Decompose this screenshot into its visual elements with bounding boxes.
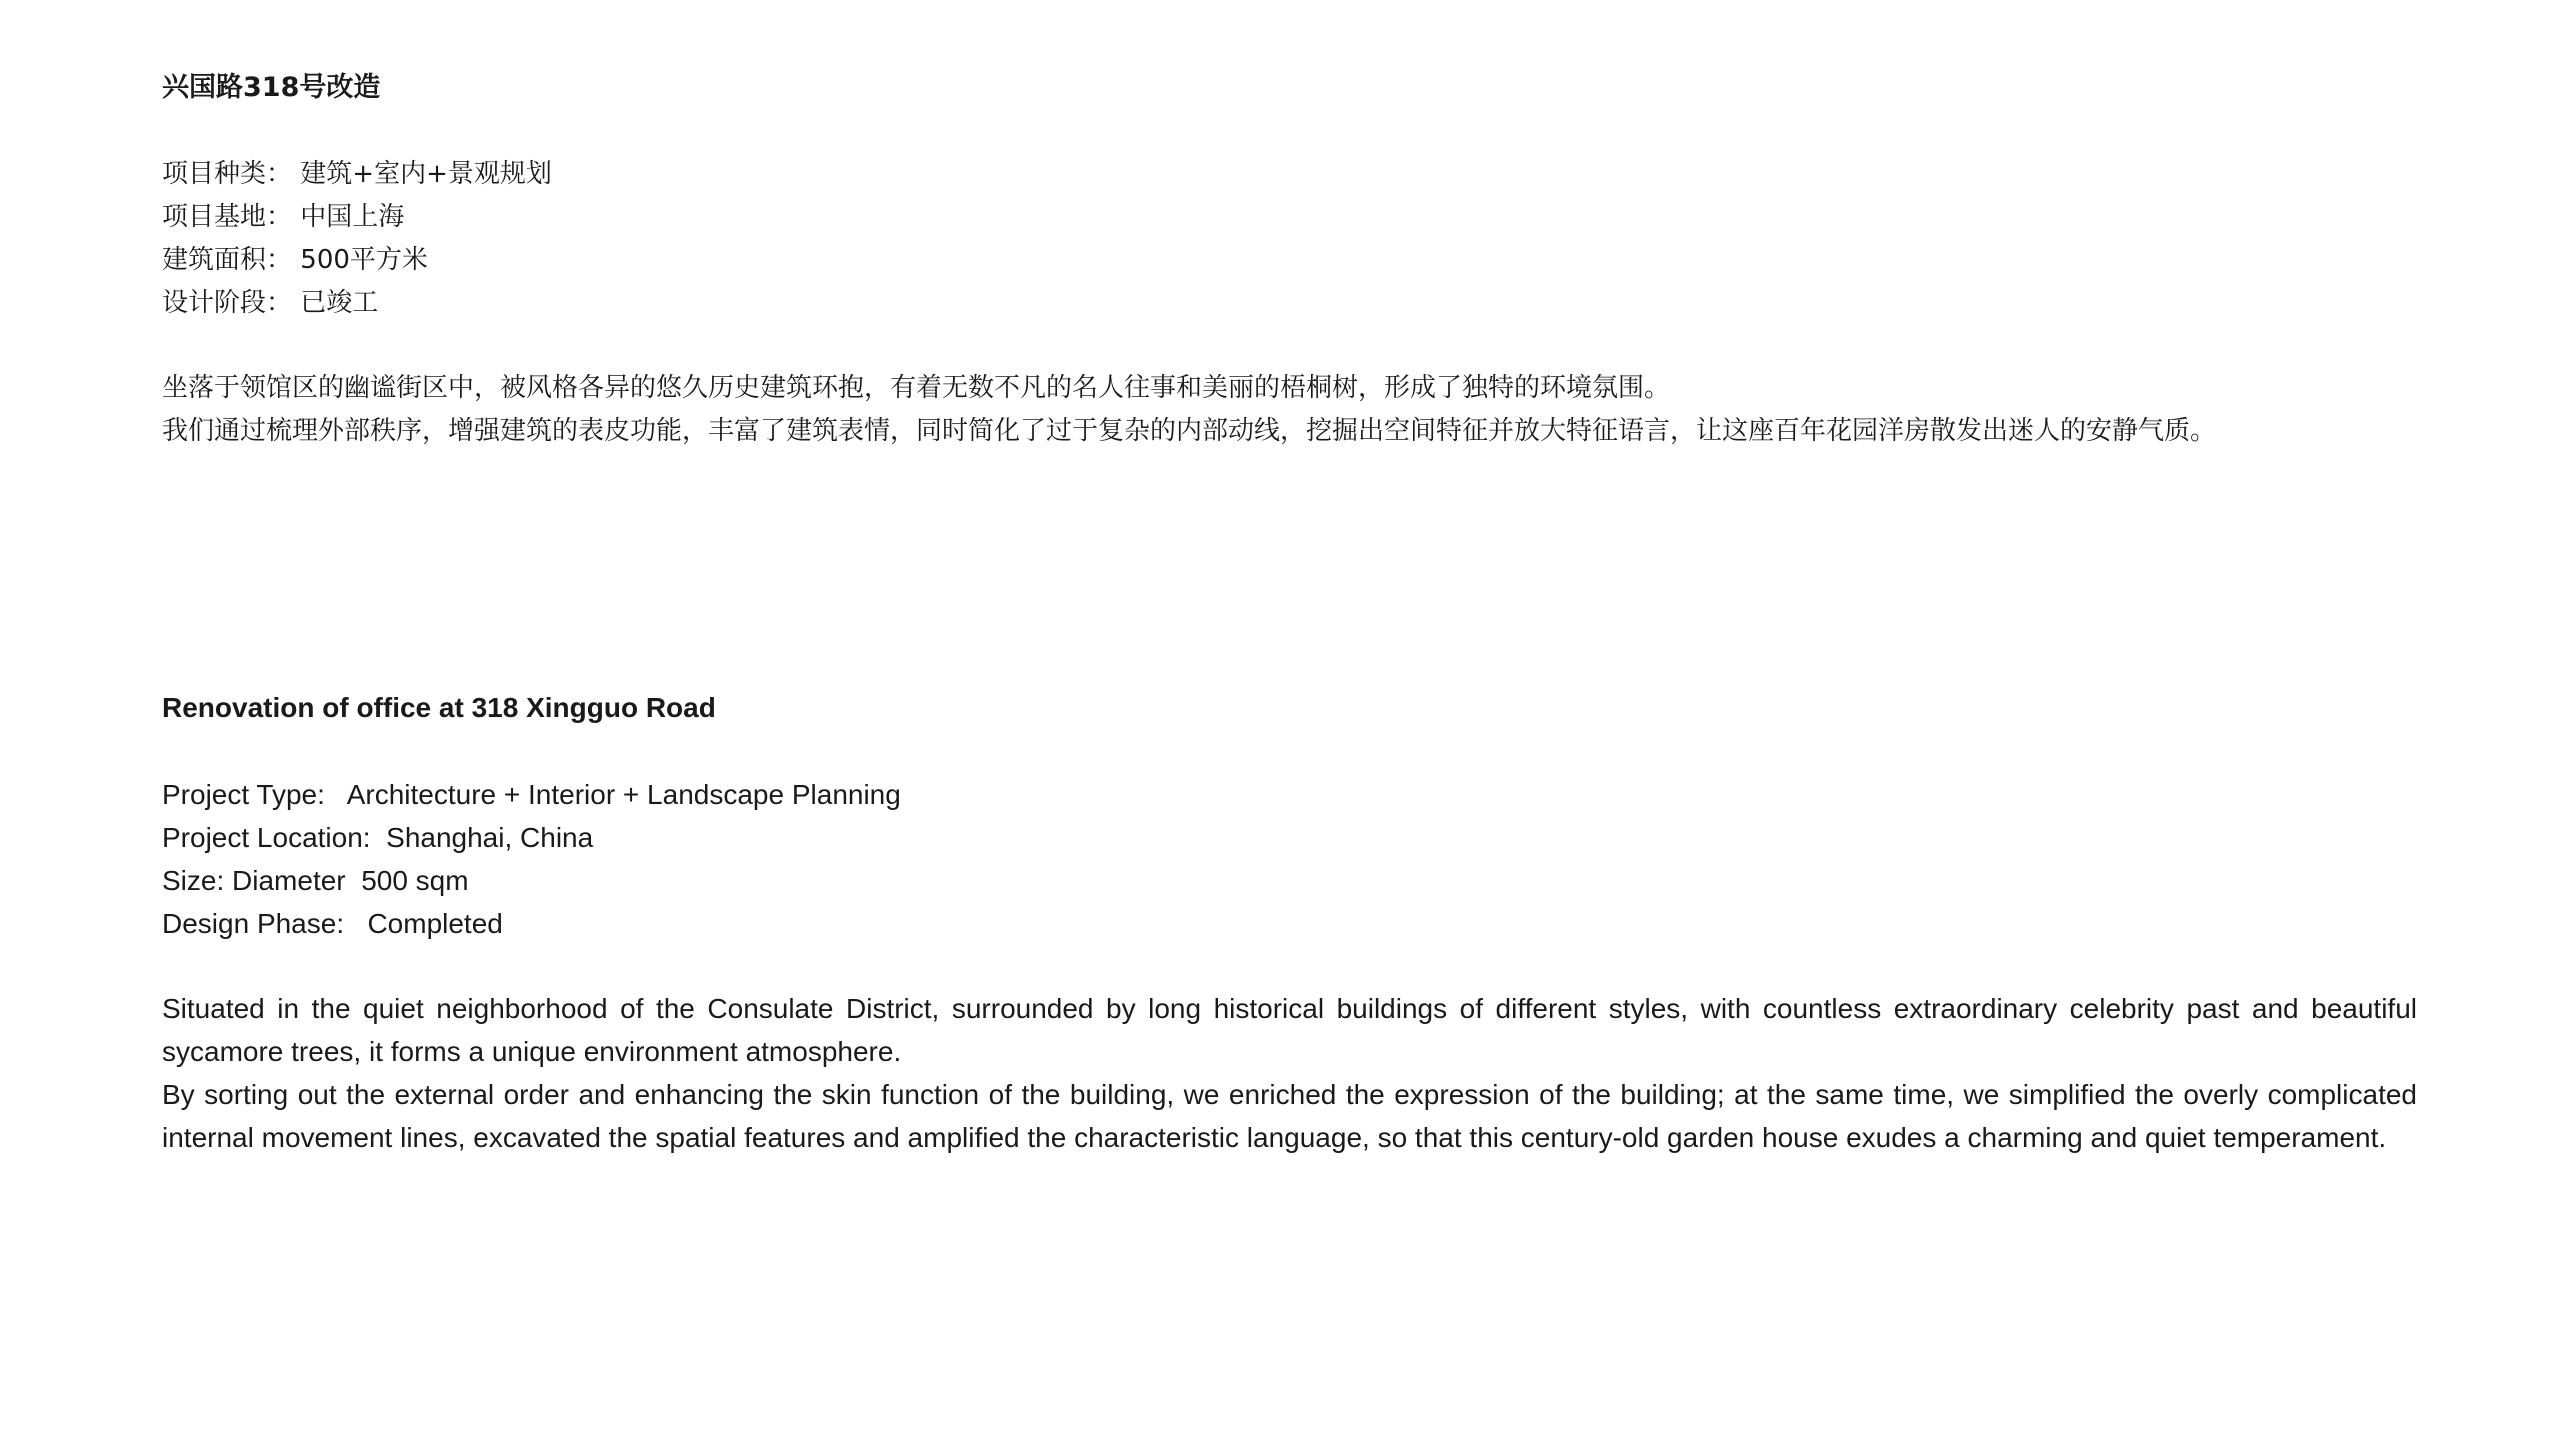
meta-separator: ：	[266, 245, 301, 275]
meta-separator	[344, 908, 367, 939]
project-description-cn	[162, 367, 2422, 453]
description-paragraph: 我们通过梳理外部秩序，增强建筑的表皮功能，丰富了建筑表情，同时简化了过于复杂的内部动线，挖掘出空间特征并放大特征语言，让这座百年花园洋房散发出迷人的安静气质。	[162, 416, 2217, 446]
description-paragraph: Situated in the quiet neighborhood of the Consulate District, surrounded by long historical buildings of different styles, with countless extraordinary celebrity past and beautiful sycamore trees, it forms a unique environment atmosphere.	[162, 993, 2417, 1067]
meta-value: 500 sqm	[361, 865, 469, 896]
meta-separator: ：	[266, 159, 301, 189]
meta-label: Project Location:	[162, 822, 371, 853]
meta-label: 建筑面积	[162, 245, 267, 275]
meta-row-phase-cn	[162, 282, 2422, 325]
meta-value: 中国上海	[300, 202, 405, 232]
project-description-en	[162, 987, 2422, 1159]
meta-separator	[346, 865, 362, 896]
meta-row-size-cn	[162, 239, 2422, 282]
project-meta-cn	[162, 153, 2422, 325]
meta-label: Project Type:	[162, 779, 325, 810]
project-meta-en	[162, 773, 2422, 945]
meta-row-location-cn	[162, 196, 2422, 239]
meta-value: 500平方米	[300, 245, 428, 275]
meta-row-type-en	[162, 773, 2422, 816]
meta-row-type-cn	[162, 153, 2422, 196]
meta-value: Architecture + Interior + Landscape Planning	[346, 779, 901, 810]
meta-separator: ：	[266, 288, 301, 318]
description-paragraph: 坐落于领馆区的幽谧街区中，被风格各异的悠久历史建筑环抱，有着无数不凡的名人往事和美丽的梧桐树，形成了独特的环境氛围。	[162, 373, 1671, 403]
meta-row-size-en	[162, 859, 2422, 902]
meta-label: 项目种类	[162, 159, 267, 189]
meta-value: 建筑+室内+景观规划	[300, 159, 552, 189]
meta-label: Size: Diameter	[162, 865, 346, 896]
english-project-section	[162, 688, 2422, 1159]
meta-label: Design Phase:	[162, 908, 345, 939]
meta-label: 设计阶段	[162, 288, 267, 318]
project-title-cn: 兴国路318号改造	[162, 72, 381, 103]
meta-row-location-en	[162, 816, 2422, 859]
project-title-en: Renovation of office at 318 Xingguo Road	[162, 692, 716, 723]
meta-value: Completed	[367, 908, 503, 939]
description-paragraph: By sorting out the external order and enhancing the skin function of the building, we enriched the expression of the building; at the same time, we simplified the overly complicated internal movement lines, excavated the spatial features and amplified the characteristic language, so that this century-old garden house exudes a charming and quiet temperament.	[162, 1079, 2417, 1153]
meta-separator	[325, 779, 347, 810]
meta-label: 项目基地	[162, 202, 267, 232]
meta-separator	[371, 822, 387, 853]
chinese-project-section	[162, 68, 2422, 453]
meta-row-phase-en	[162, 902, 2422, 945]
meta-value: Shanghai, China	[386, 822, 594, 853]
meta-value: 已竣工	[300, 288, 379, 318]
meta-separator: ：	[266, 202, 301, 232]
